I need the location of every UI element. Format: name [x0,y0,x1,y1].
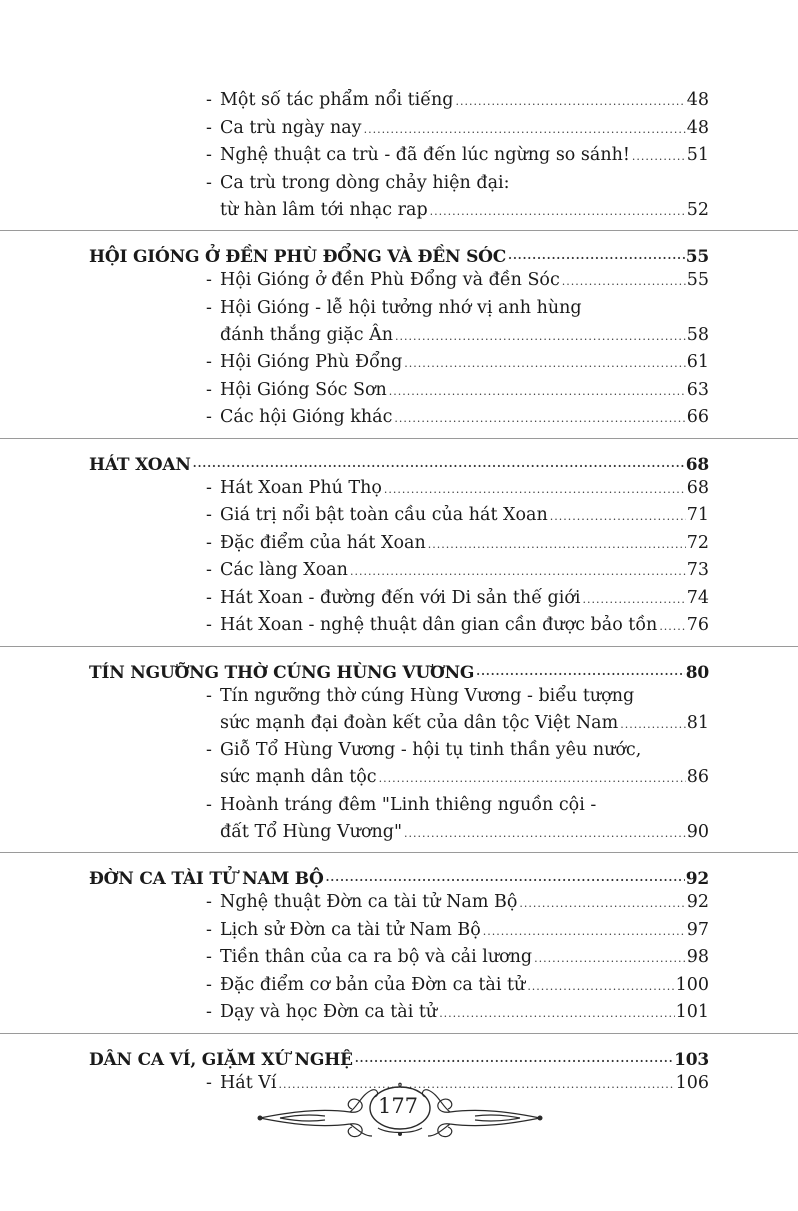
dot-leader [428,538,686,552]
toc-entry [206,349,709,376]
section-heading [89,1044,709,1070]
entry-dash: - [206,560,212,580]
section-heading-page: 68 [685,454,709,475]
entry-line [206,585,709,612]
entry-title: Hát Xoan - nghệ thuật dân gian cần được bảo tồn [220,615,658,635]
section-heading [89,449,709,475]
dot-leader [456,95,686,109]
entry-page: 58 [686,324,709,345]
toc-entry [206,267,709,294]
entry-dash: - [206,407,212,427]
entry-page: 63 [686,379,709,400]
entry-title: Hoành tráng đêm "Linh thiêng nguồn cội - [220,794,597,815]
entry-title-continued: đất Tổ Hùng Vương" [220,821,402,842]
toc-entry [206,557,709,584]
table-of-contents [0,87,798,1113]
section-heading-page: 80 [685,662,709,683]
dot-leader [508,249,685,263]
entry-line [206,764,709,791]
entry-title-continued: sức mạnh đại đoàn kết của dân tộc Việt Nam [220,712,619,733]
toc-entry [206,972,709,999]
entry-title: Hát Ví [220,1072,277,1093]
dot-leader [404,827,686,841]
page-number-frame [366,1086,430,1130]
entry-page: 66 [686,407,709,427]
toc-entry [206,737,709,791]
toc-entry [206,87,709,114]
entry-title-continued: từ hàn lâm tới nhạc rap [220,199,428,220]
dot-leader [534,952,686,966]
entry-line [206,142,709,169]
entry-title: Nghệ thuật Đờn ca tài tử Nam Bộ [220,892,518,912]
section-heading [89,863,709,889]
entry-page: 55 [686,270,709,290]
entry-line [206,917,709,944]
dot-leader [193,457,685,471]
entry-title: Đặc điểm của hát Xoan [220,532,426,553]
dot-leader [519,897,685,911]
entry-page: 61 [686,352,709,372]
toc-entry [206,295,709,349]
entry-dash: - [206,172,212,193]
entry-line [206,170,709,197]
section-heading-title: DÂN CA VÍ, GIẶM XỨ NGHỆ [89,1049,353,1070]
entry-line [206,944,709,971]
entry-page: 52 [686,199,709,220]
entry-dash: - [206,919,212,940]
entry-line [206,683,709,710]
section-heading-title: HÁT XOAN [89,454,191,475]
toc-entry [206,142,709,169]
toc-section [0,657,798,854]
entry-page: 68 [686,477,709,498]
entry-dash: - [206,947,212,967]
entry-title: Tiền thân của ca ra bộ và cải lương [220,947,533,967]
entry-dash: - [206,145,212,165]
toc-entry [206,585,709,612]
dot-leader [326,871,685,885]
section-heading [89,657,709,683]
entry-line [206,999,709,1026]
section-heading [89,241,709,267]
entry-title: Nghệ thuật ca trù - đã đến lúc ngừng so sánh! [220,145,630,165]
entry-page: 86 [686,767,709,787]
entry-dash: - [206,117,212,138]
entry-line [206,612,709,639]
entry-dash: - [206,477,212,498]
dot-leader [632,150,686,164]
section-heading-title: HỘI GIÓNG Ở ĐỀN PHÙ ĐỔNG VÀ ĐỀN SÓC [89,247,507,267]
entry-page: 98 [686,947,709,967]
toc-entry [206,530,709,557]
entry-title: Các làng Xoan [220,560,348,580]
section-heading-page: 92 [685,869,709,889]
dot-leader [562,275,686,289]
entry-page: 48 [686,90,709,110]
entry-dash: - [206,379,212,400]
entry-page: 73 [686,560,709,580]
entry-dash: - [206,587,212,608]
entry-page: 74 [686,587,709,608]
dot-leader [527,980,674,994]
entry-title: Một số tác phẩm nổi tiếng [220,90,454,110]
dot-leader [364,123,686,137]
toc-entry [206,889,709,916]
dot-leader [550,510,686,524]
entry-dash: - [206,505,212,525]
entry-dash: - [206,1002,212,1022]
entry-title: Dạy và học Đờn ca tài tử [220,1002,438,1022]
entry-title: Giá trị nổi bật toàn cầu của hát Xoan [220,505,548,525]
entry-line [206,502,709,529]
entry-title: Hội Gióng Phù Đổng [220,352,403,372]
entry-line [206,557,709,584]
entry-line [206,710,709,737]
dot-leader [439,1007,674,1021]
dot-leader [404,357,685,371]
entry-page: 71 [686,505,709,525]
entry-line [206,404,709,431]
entry-dash: - [206,615,212,635]
entry-page: 101 [675,1002,709,1022]
entry-dash: - [206,740,212,760]
entry-line [206,475,709,502]
section-heading-page: 55 [685,247,709,267]
toc-entry [206,115,709,142]
entry-dash: - [206,892,212,912]
entry-page: 100 [675,974,709,995]
toc-section [0,863,798,1034]
entry-line [206,115,709,142]
entry-title: Ca trù trong dòng chảy hiện đại: [220,172,510,193]
entry-line [206,267,709,294]
section-heading-title: ĐỜN CA TÀI TỬ NAM BỘ [89,869,324,889]
dot-leader [355,1052,673,1066]
entry-title: Hội Gióng - lễ hội tưởng nhớ vị anh hùng [220,297,582,318]
entry-dash: - [206,352,212,372]
entry-page: 106 [675,1072,709,1093]
entry-line [206,377,709,404]
toc-entry [206,944,709,971]
dot-leader [430,205,686,219]
entry-dash: - [206,297,212,318]
entry-title: Ca trù ngày nay [220,117,362,138]
dot-leader [389,385,686,399]
toc-entry [206,170,709,224]
entry-page: 97 [686,919,709,940]
toc-entry [206,999,709,1026]
entry-line [206,322,709,349]
entry-line [206,819,709,846]
entry-title: Lịch sử Đờn ca tài tử Nam Bộ [220,919,481,940]
toc-section [0,241,798,439]
entry-title: Hội Gióng ở đền Phù Đổng và đền Sóc [220,270,560,290]
entry-dash: - [206,90,212,110]
entry-title: Các hội Gióng khác [220,407,393,427]
section-heading-page: 103 [674,1049,709,1070]
toc-entry [206,377,709,404]
entry-line [206,349,709,376]
toc-entry [206,792,709,846]
dot-leader [395,330,686,344]
entry-line [206,972,709,999]
dot-leader [476,665,684,679]
entry-dash: - [206,685,212,706]
entry-dash: - [206,270,212,290]
entry-title: Đặc điểm cơ bản của Đờn ca tài tử [220,974,526,995]
entry-title: Tín ngưỡng thờ cúng Hùng Vương - biểu tượng [220,685,635,706]
dot-leader [659,620,685,634]
entry-page: 48 [686,117,709,138]
entry-line [206,530,709,557]
toc-entry [206,612,709,639]
entry-page: 90 [686,821,709,842]
toc-section [0,449,798,647]
page-number: 177 [377,1094,419,1118]
entry-line [206,889,709,916]
entry-dash: - [206,532,212,553]
entry-line [206,792,709,819]
entry-page: 81 [686,712,709,733]
entry-title-continued: đánh thắng giặc Ân [220,324,394,345]
toc-entry [206,683,709,737]
dot-leader [350,565,686,579]
dot-leader [394,412,685,426]
entry-line [206,295,709,322]
entry-line [206,197,709,224]
entry-dash: - [206,794,212,815]
entry-title: Hội Gióng Sóc Sơn [220,379,387,400]
toc-entry [206,502,709,529]
entry-title-continued: sức mạnh dân tộc [220,767,377,787]
entry-title: Hát Xoan - đường đến với Di sản thế giới [220,587,581,608]
entry-page: 76 [686,615,709,635]
dot-leader [582,593,685,607]
entry-title: Hát Xoan Phú Thọ [220,477,382,498]
entry-page: 51 [686,145,709,165]
dot-leader [483,925,686,939]
entry-line [206,87,709,114]
section-heading-title: TÍN NGƯỠNG THỜ CÚNG HÙNG VƯƠNG [89,662,475,683]
toc-entry [206,404,709,431]
entry-page: 72 [686,532,709,553]
toc-section [0,87,798,231]
dot-leader [384,483,686,497]
entry-dash: - [206,974,212,995]
toc-entry [206,917,709,944]
entry-title: Giỗ Tổ Hùng Vương - hội tụ tinh thần yêu nước, [220,740,642,760]
entry-line [206,737,709,764]
dot-leader [379,772,686,786]
dot-leader [620,718,686,732]
entry-page: 92 [686,892,709,912]
toc-entry [206,475,709,502]
entry-dash: - [206,1072,212,1093]
